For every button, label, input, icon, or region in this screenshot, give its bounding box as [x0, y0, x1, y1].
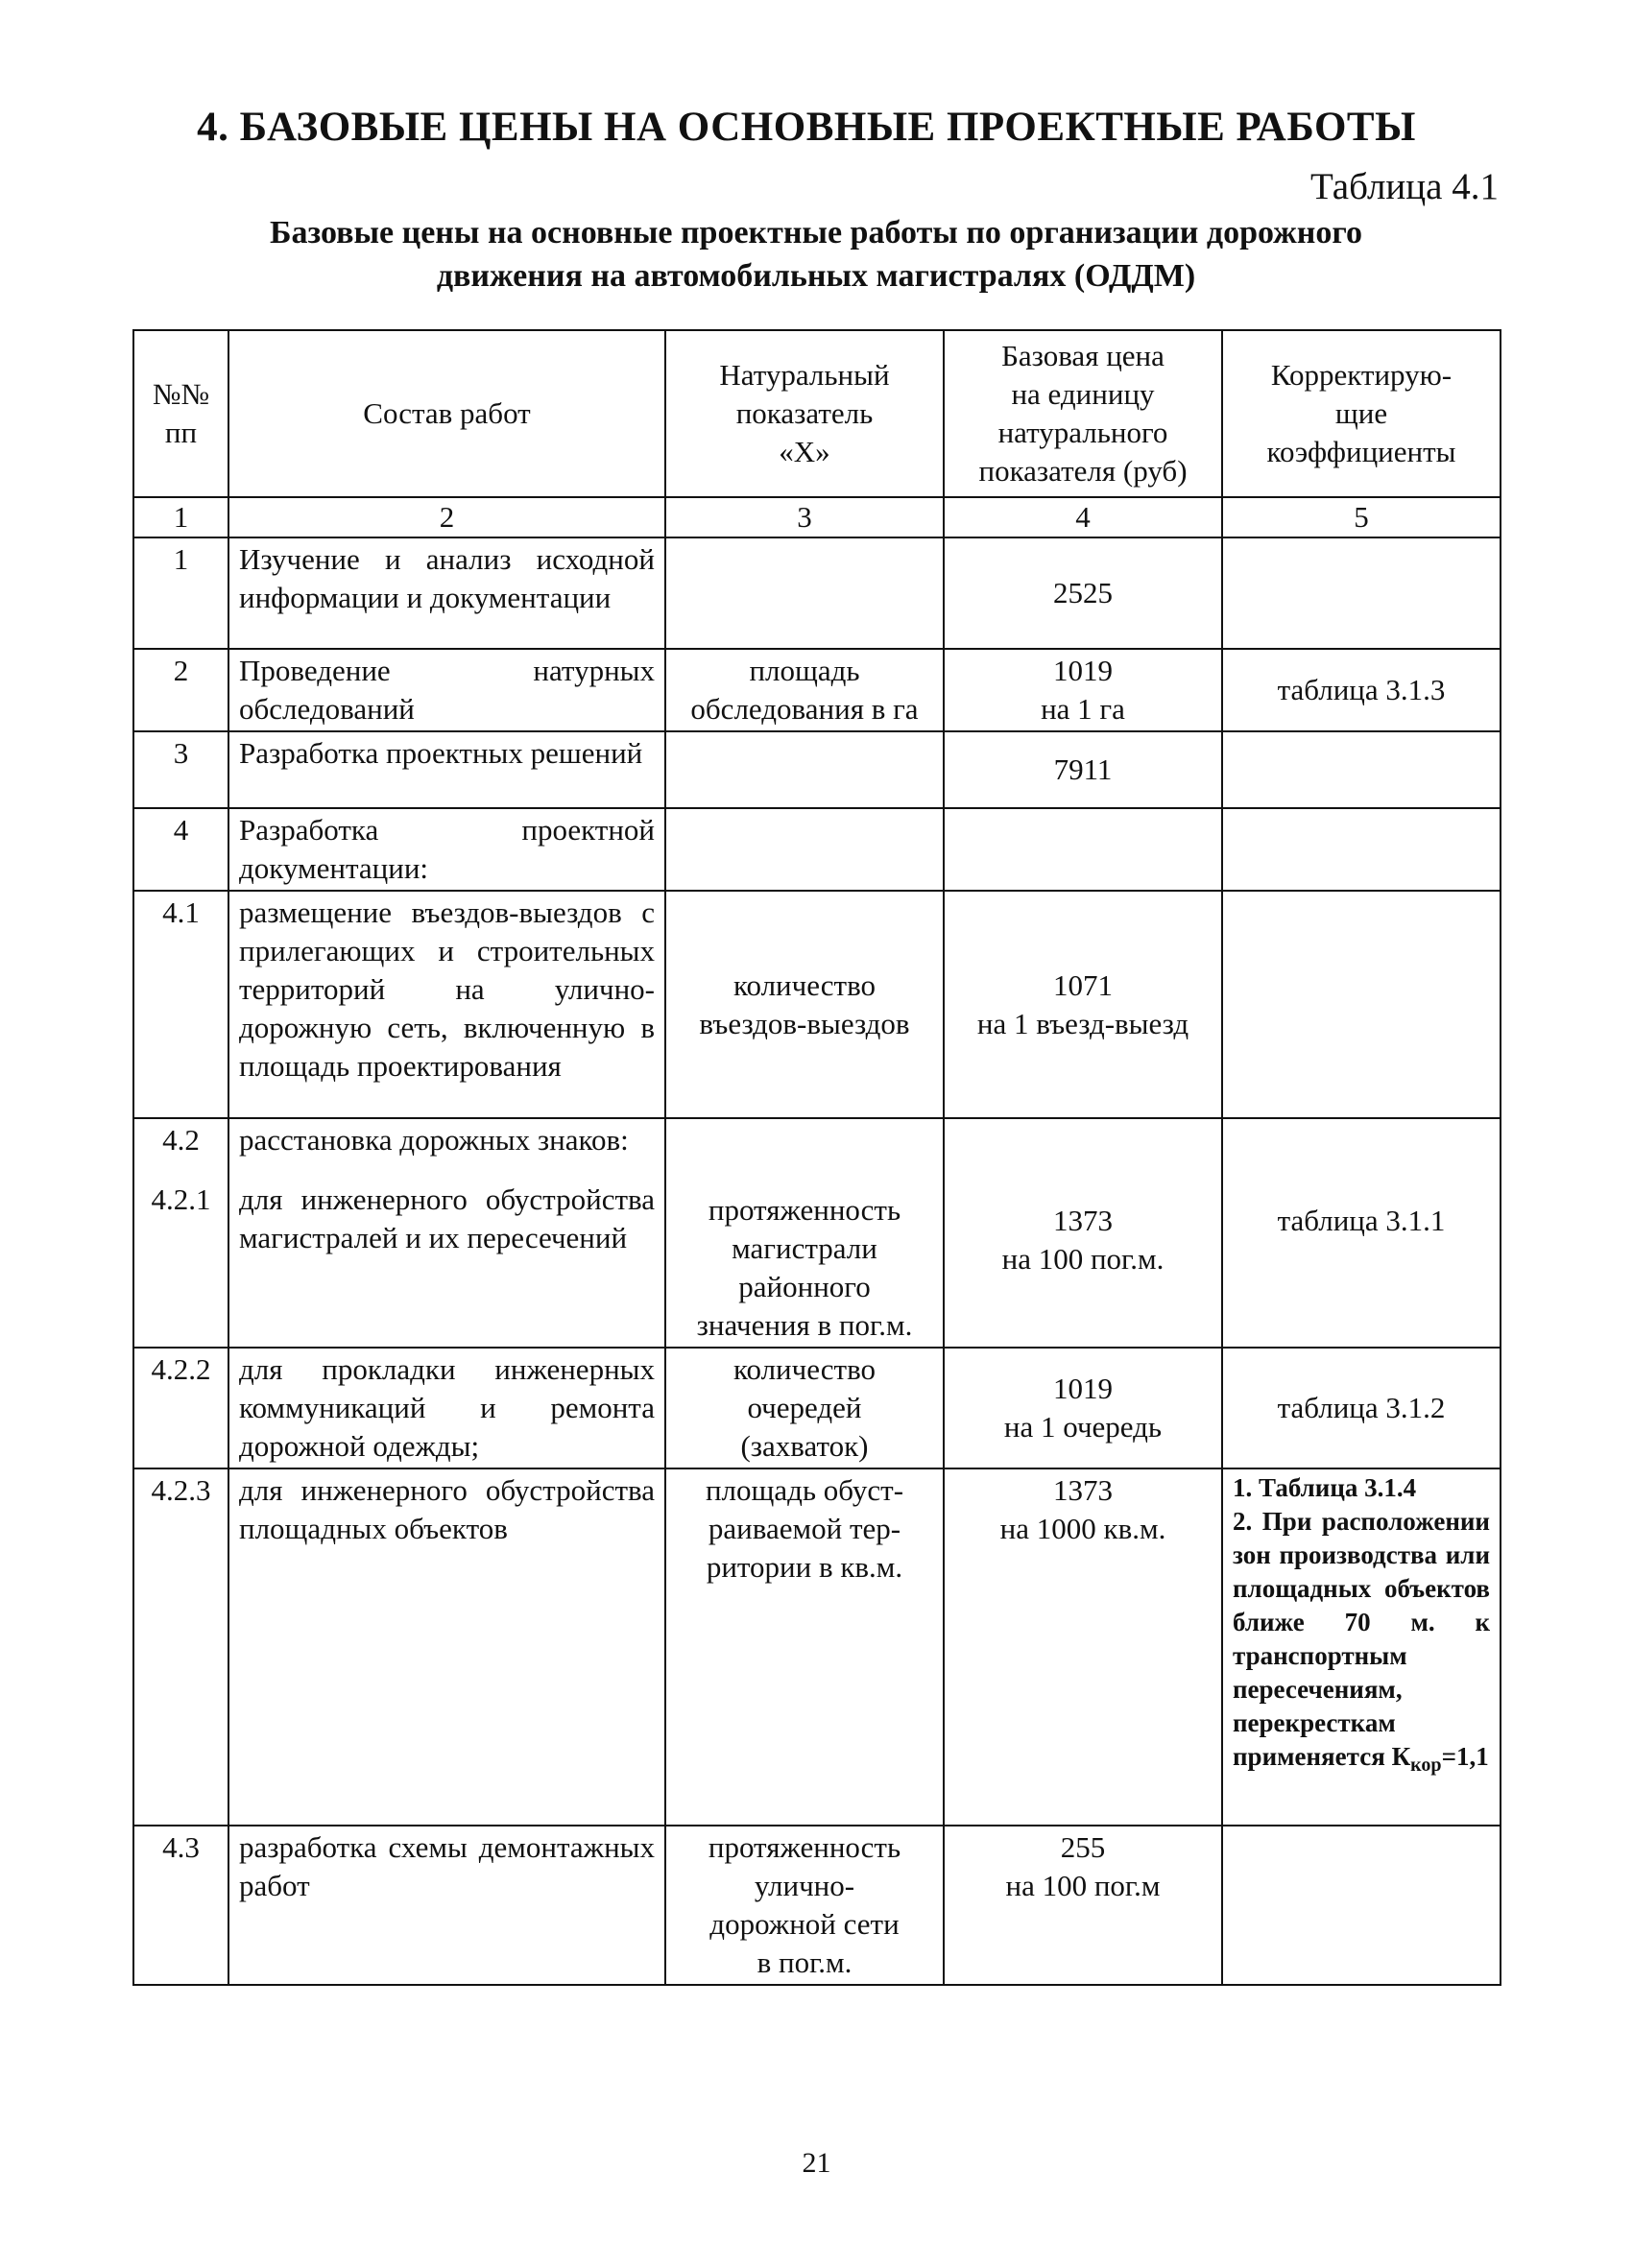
row-number: 2: [133, 649, 228, 731]
table-header-row: [133, 330, 1501, 497]
row-work: [228, 1118, 665, 1348]
header-text: Натуральный: [719, 358, 890, 392]
price-value: 1071: [1053, 967, 1113, 1002]
row-coefficient: [1222, 891, 1501, 1118]
row-coefficient: таблица 3.1.2: [1222, 1348, 1501, 1468]
spacer: [144, 1159, 218, 1181]
row-indicator: [665, 1468, 944, 1826]
row-price: [944, 1348, 1222, 1468]
row-price: [944, 1826, 1222, 1985]
row-coefficient: таблица 3.1.3: [1222, 649, 1501, 731]
indicator-text: очередей: [747, 1391, 862, 1424]
price-value: 1373: [1053, 1204, 1113, 1237]
indicator-text: ритории в кв.м.: [706, 1550, 903, 1584]
indicator-text: протяженность: [708, 1830, 901, 1864]
row-number: [133, 1118, 228, 1348]
indicator-text: площадь обуст-: [705, 1473, 904, 1507]
row-indicator: [665, 731, 944, 808]
work-text: расстановка дорожных знаков:: [239, 1123, 629, 1157]
indicator-text: магистрали: [732, 1231, 877, 1265]
row-coefficient: [1222, 1826, 1501, 1985]
coefficient-item: 1. Таблица 3.1.4: [1233, 1473, 1417, 1502]
row-number-text: 4.2.1: [151, 1182, 211, 1216]
row-price: [944, 649, 1222, 731]
header-text: пп: [164, 416, 198, 449]
table-row: [133, 537, 1501, 649]
header-text: показателя (руб): [978, 454, 1188, 488]
row-indicator: [665, 891, 944, 1118]
row-coefficient: [1222, 808, 1501, 891]
indicator-text: количество: [733, 1352, 876, 1386]
row-indicator: площадь обследования в га: [665, 649, 944, 731]
price-unit: на 100 пог.м: [1005, 1869, 1161, 1902]
header-text: Корректирую-: [1270, 358, 1453, 392]
work-text: для инженерного обустройства магистралей и их пересечений: [239, 1182, 655, 1254]
spacer: [239, 1159, 655, 1181]
header-num: [133, 330, 228, 497]
price-unit: на 1000 кв.м.: [999, 1512, 1166, 1545]
header-text: коэффициенты: [1266, 435, 1456, 468]
column-number: 5: [1222, 497, 1501, 537]
indicator-text: (захваток): [740, 1429, 869, 1463]
table-row: [133, 808, 1501, 891]
price-value: 1373: [1053, 1473, 1113, 1507]
price-value: 255: [1060, 1830, 1106, 1864]
coefficient-list: [1233, 1471, 1490, 1782]
row-number: 4.1: [133, 891, 228, 1118]
row-price: 7911: [944, 731, 1222, 808]
column-number: 2: [228, 497, 665, 537]
table-caption: [134, 211, 1498, 298]
table-row: [133, 1348, 1501, 1468]
row-work: Изучение и анализ исходной информации и документации: [228, 537, 665, 649]
header-coefficients: [1222, 330, 1501, 497]
caption-line: движения на автомобильных магистралях (ОДДМ): [436, 258, 1196, 294]
indicator-text: въездов-выездов: [699, 1006, 910, 1040]
indicator-text: раиваемой тер-: [708, 1512, 901, 1545]
caption-line: Базовые цены на основные проектные работы по организации дорожного: [270, 215, 1362, 251]
table-row: [133, 731, 1501, 808]
indicator-text: в пог.м.: [756, 1946, 853, 1979]
row-number: 3: [133, 731, 228, 808]
header-price: [944, 330, 1222, 497]
row-price: [944, 1118, 1222, 1348]
price-value: 1019: [1053, 1372, 1113, 1405]
column-number: 1: [133, 497, 228, 537]
row-price: [944, 808, 1222, 891]
row-coefficient: [1222, 1118, 1501, 1348]
price-value: 1019: [1053, 654, 1113, 687]
column-number: 3: [665, 497, 944, 537]
column-number: 4: [944, 497, 1222, 537]
spacer: [954, 1121, 1212, 1202]
row-number: 4.3: [133, 1826, 228, 1985]
row-work: для прокладки инженерных коммуникаций и ремонта дорожной одежды;: [228, 1348, 665, 1468]
table-row: [133, 1468, 1501, 1826]
table-row: [133, 649, 1501, 731]
row-price: [944, 891, 1222, 1118]
header-work: Состав работ: [228, 330, 665, 497]
coefficient-subscript: кор: [1410, 1755, 1442, 1776]
row-work: для инженерного обустройства площадных объектов: [228, 1468, 665, 1826]
row-indicator: [665, 808, 944, 891]
indicator-text: значения в пог.м.: [696, 1308, 913, 1342]
row-coefficient: [1222, 537, 1501, 649]
row-number: 4: [133, 808, 228, 891]
row-work: Проведение натурных обследований: [228, 649, 665, 731]
price-table: [132, 329, 1501, 1986]
table-row: [133, 1118, 1501, 1348]
coefficient-item: [1233, 1505, 1490, 1782]
coefficient-text: 2. При расположении зон производства или площадных объектов ближе 70 м. к транспортным пересечениям, перекресткам применяется К: [1233, 1507, 1490, 1771]
row-coefficient: [1222, 731, 1501, 808]
row-work: Разработка проектных решений: [228, 731, 665, 808]
indicator-text: протяженность: [708, 1193, 901, 1227]
row-indicator: [665, 1826, 944, 1985]
header-text: щие: [1334, 396, 1388, 430]
row-number: 4.2.3: [133, 1468, 228, 1826]
row-coefficient: [1222, 1468, 1501, 1826]
row-work: разработка схемы демонтажных работ: [228, 1826, 665, 1985]
row-price: [944, 1468, 1222, 1826]
price-unit: на 1 га: [1041, 692, 1125, 726]
price-unit: на 1 очередь: [1003, 1410, 1163, 1444]
table-row: [133, 1826, 1501, 1985]
row-number: 4.2.2: [133, 1348, 228, 1468]
header-text: натурального: [997, 416, 1168, 449]
page-number: 21: [802, 2147, 831, 2179]
header-text: Базовая цена: [1001, 339, 1165, 372]
header-text: «Х»: [779, 435, 830, 468]
table-row: [133, 891, 1501, 1118]
column-number-row: [133, 497, 1501, 537]
coefficient-text: =1,1: [1441, 1742, 1489, 1771]
price-unit: на 100 пог.м.: [1001, 1242, 1165, 1276]
header-text: показатель: [735, 396, 874, 430]
section-heading: 4. БАЗОВЫЕ ЦЕНЫ НА ОСНОВНЫЕ ПРОЕКТНЫЕ РАБОТЫ: [197, 105, 1416, 150]
price-unit: на 1 въезд-выезд: [976, 1006, 1189, 1040]
row-number: 1: [133, 537, 228, 649]
coefficient-text: таблица 3.1.1: [1277, 1204, 1446, 1237]
row-number-text: 4.2: [162, 1123, 200, 1157]
row-indicator: [665, 1118, 944, 1348]
row-indicator: [665, 537, 944, 649]
header-text: на единицу: [1011, 377, 1155, 411]
spacer: [1233, 1121, 1490, 1202]
indicator-text: улично-: [754, 1869, 855, 1902]
row-work: размещение въездов-выездов с прилегающих и строительных территорий на улично-дорожную сеть, включенную в площадь проектирования: [228, 891, 665, 1118]
indicator-text: дорожной сети: [709, 1907, 900, 1941]
indicator-text: районного: [738, 1270, 871, 1303]
row-indicator: [665, 1348, 944, 1468]
indicator-text: количество: [733, 967, 876, 1002]
row-price: 2525: [944, 537, 1222, 649]
row-work: Разработка проектной документации:: [228, 808, 665, 891]
header-text: №№: [152, 377, 210, 411]
header-indicator: [665, 330, 944, 497]
table-number: Таблица 4.1: [1309, 166, 1499, 207]
